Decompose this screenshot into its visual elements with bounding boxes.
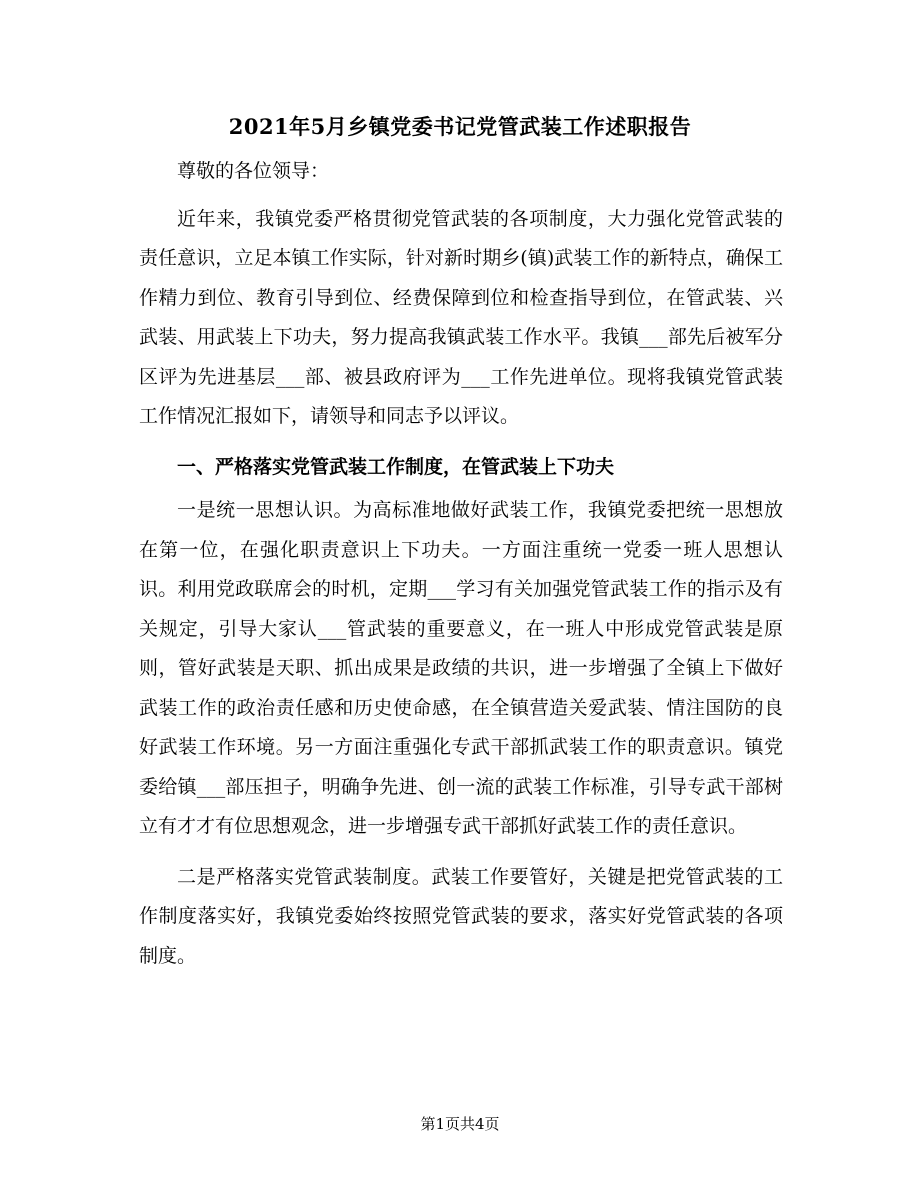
salutation: 尊敬的各位领导： [177,160,330,182]
intro-paragraph: 近年来，我镇党委严格贯彻党管武装的各项制度，大力强化党管武装的责任意识，立足本镇工作实际，针对新时期乡(镇)武装工作的新特点，确保工作精力到位、教育引导到位、经费保障到位和检查指导到位，在管武装、兴武装、用武装上下功夫，努力提高我镇武装工作水平。我镇___部先后被军分区评为先进基层___部、被县政府评为___工作先进单位。现将我镇党管武装工作情况汇报如下，请领导和同志予以评议。 [139,207,783,427]
point-one-paragraph: 一是统一思想认识。为高标准地做好武装工作，我镇党委把统一思想放在第一位，在强化职责意识上下功夫。一方面注重统一党委一班人思想认识。利用党政联席会的时机，定期___学习有关加强党管武装工作的指示及有关规定，引导大家认___管武装的重要意义，在一班人中形成党管武装是原则，管好武装是天职、抓出成果是政绩的共识，进一步增强了全镇上下做好武装工作的政治责任感和历史使命感，在全镇营造关爱武装、情注国防的良好武装工作环境。另一方面注重强化专武干部抓武装工作的职责意识。镇党委给镇___部压担子，明确争先进、创一流的武装工作标准，引导专武干部树立有才才有位思想观念，进一步增强专武干部抓好武装工作的责任意识。 [139,499,783,837]
page-number-footer: 第1页共4页 [420,1115,500,1133]
document-body [139,152,783,987]
section-heading: 一、严格落实党管武装工作制度，在管武装上下功夫 [177,455,615,478]
page-title: 2021年5月乡镇党委书记党管武装工作述职报告 [228,114,692,139]
point-two-paragraph: 二是严格落实党管武装制度。武装工作要管好，关键是把党管武装的工作制度落实好，我镇党委始终按照党管武装的要求，落实好党管武装的各项制度。 [139,865,783,967]
